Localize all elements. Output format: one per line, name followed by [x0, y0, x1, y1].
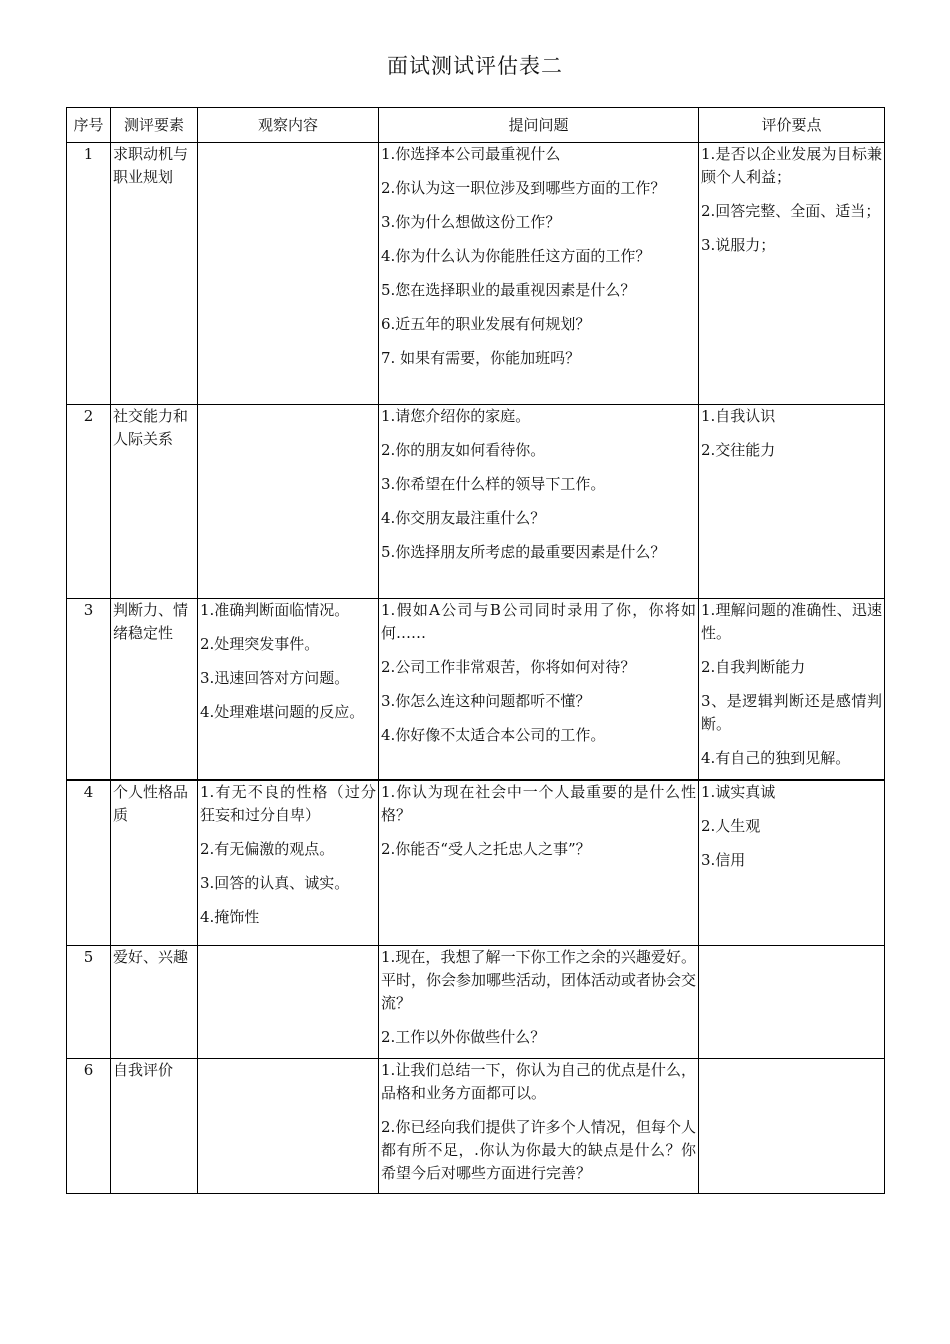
question-line: 1.现在，我想了解一下你工作之余的兴趣爱好。平时，你会参加哪些活动，团体活动或者协会交流？	[381, 948, 697, 1012]
row-number: 5	[67, 946, 111, 1059]
question-line: 3.你希望在什么样的领导下工作。	[381, 475, 606, 493]
observation-line: 3.回答的认真、诚实。	[200, 873, 350, 892]
table-row	[67, 405, 885, 599]
point-line: 1.理解问题的准确性、迅速性。	[701, 601, 882, 642]
header-questions: 提问问题	[379, 108, 699, 143]
row-number: 3	[67, 599, 111, 780]
observation-cell	[198, 143, 379, 405]
table-row	[67, 946, 885, 1059]
points-cell	[699, 405, 885, 599]
observation-cell	[198, 1059, 379, 1194]
row-factor: 判断力、情绪稳定性	[111, 599, 198, 780]
point-line: 2.交往能力	[701, 441, 776, 459]
question-line: 5.你选择朋友所考虑的最重要因素是什么？	[381, 543, 666, 561]
row-number: 4	[67, 780, 111, 946]
table-row	[67, 143, 885, 405]
point-line: 2.回答完整、全面、适当；	[701, 202, 881, 220]
question-line: 1.假如A公司与B公司同时录用了你，你将如何……	[381, 601, 696, 642]
table-body	[67, 143, 885, 1194]
questions-cell	[379, 143, 699, 405]
observation-line: 2.处理突发事件。	[200, 635, 320, 653]
question-line: 2.你认为这一职位涉及到哪些方面的工作？	[381, 179, 666, 197]
page-title: 面试测试评估表二	[387, 54, 563, 78]
row-number: 1	[67, 143, 111, 405]
table-row	[67, 780, 885, 946]
question-line: 2.你能否“受人之托忠人之事”？	[381, 839, 591, 858]
observation-line: 3.迅速回答对方问题。	[200, 669, 350, 687]
row-number: 2	[67, 405, 111, 599]
observation-cell	[198, 405, 379, 599]
question-line: 4.你好像不太适合本公司的工作。	[381, 726, 606, 744]
observation-line: 4.处理难堪问题的反应。	[200, 703, 365, 721]
point-line: 2.自我判断能力	[701, 658, 806, 676]
row-factor: 个人性格品质	[111, 780, 198, 946]
observation-cell	[198, 599, 379, 780]
question-line: 1.让我们总结一下，你认为自己的优点是什么，品格和业务方面都可以。	[381, 1061, 696, 1102]
point-line: 2.人生观	[701, 816, 761, 835]
questions-cell	[379, 780, 699, 946]
observation-cell	[198, 946, 379, 1059]
point-line: 3.信用	[701, 850, 746, 869]
question-line: 4.你为什么认为你能胜任这方面的工作？	[381, 247, 651, 265]
table-row	[67, 1059, 885, 1194]
points-cell	[699, 780, 885, 946]
row-factor: 爱好、兴趣	[111, 946, 198, 1059]
question-line: 3.你怎么连这种问题都听不懂？	[381, 692, 591, 710]
header-seq: 序号	[67, 108, 111, 143]
question-line: 2.你已经向我们提供了许多个人情况，但每个人都有所不足，.你认为你最大的缺点是什么？你希望今后对哪些方面进行完善？	[381, 1118, 696, 1182]
table-row	[67, 599, 885, 780]
points-cell	[699, 946, 885, 1059]
point-line: 4.有自己的独到见解。	[701, 749, 851, 767]
point-line: 3.说服力；	[701, 236, 776, 254]
header-factor: 测评要素	[111, 108, 198, 143]
header-observe: 观察内容	[198, 108, 379, 143]
question-line: 7. 如果有需要，你能加班吗？	[381, 349, 581, 367]
header-row	[67, 108, 885, 143]
question-line: 6.近五年的职业发展有何规划？	[381, 315, 591, 333]
row-factor: 社交能力和人际关系	[111, 405, 198, 599]
question-line: 1.你认为现在社会中一个人最重要的是什么性格？	[381, 782, 696, 824]
question-line: 2.工作以外你做些什么？	[381, 1028, 546, 1046]
question-line: 1.你选择本公司最重视什么	[381, 145, 561, 163]
observation-line: 4.掩饰性	[200, 907, 260, 926]
observation-line: 1.准确判断面临情况。	[200, 601, 350, 619]
point-line: 1.诚实真诚	[701, 782, 776, 801]
questions-cell	[379, 599, 699, 780]
points-cell	[699, 599, 885, 780]
questions-cell	[379, 946, 699, 1059]
question-line: 1.请您介绍你的家庭。	[381, 407, 531, 425]
evaluation-table	[66, 107, 885, 1194]
header-points: 评价要点	[699, 108, 885, 143]
observation-line: 1.有无不良的性格（过分狂妄和过分自卑）	[200, 782, 376, 824]
points-cell	[699, 143, 885, 405]
questions-cell	[379, 405, 699, 599]
question-line: 3.你为什么想做这份工作？	[381, 213, 561, 231]
question-line: 2.你的朋友如何看待你。	[381, 441, 546, 459]
observation-cell	[198, 780, 379, 946]
question-line: 4.你交朋友最注重什么？	[381, 509, 546, 527]
point-line: 1.是否以企业发展为目标兼顾个人利益；	[701, 145, 882, 186]
row-factor: 自我评价	[111, 1059, 198, 1194]
points-cell	[699, 1059, 885, 1194]
point-line: 1.自我认识	[701, 407, 776, 425]
question-line: 2.公司工作非常艰苦，你将如何对待？	[381, 658, 636, 676]
questions-cell	[379, 1059, 699, 1194]
row-factor: 求职动机与职业规划	[111, 143, 198, 405]
question-line: 5.您在选择职业的最重视因素是什么？	[381, 281, 636, 299]
point-line: 3、是逻辑判断还是感情判断。	[701, 692, 882, 733]
row-number: 6	[67, 1059, 111, 1194]
observation-line: 2.有无偏激的观点。	[200, 839, 335, 858]
